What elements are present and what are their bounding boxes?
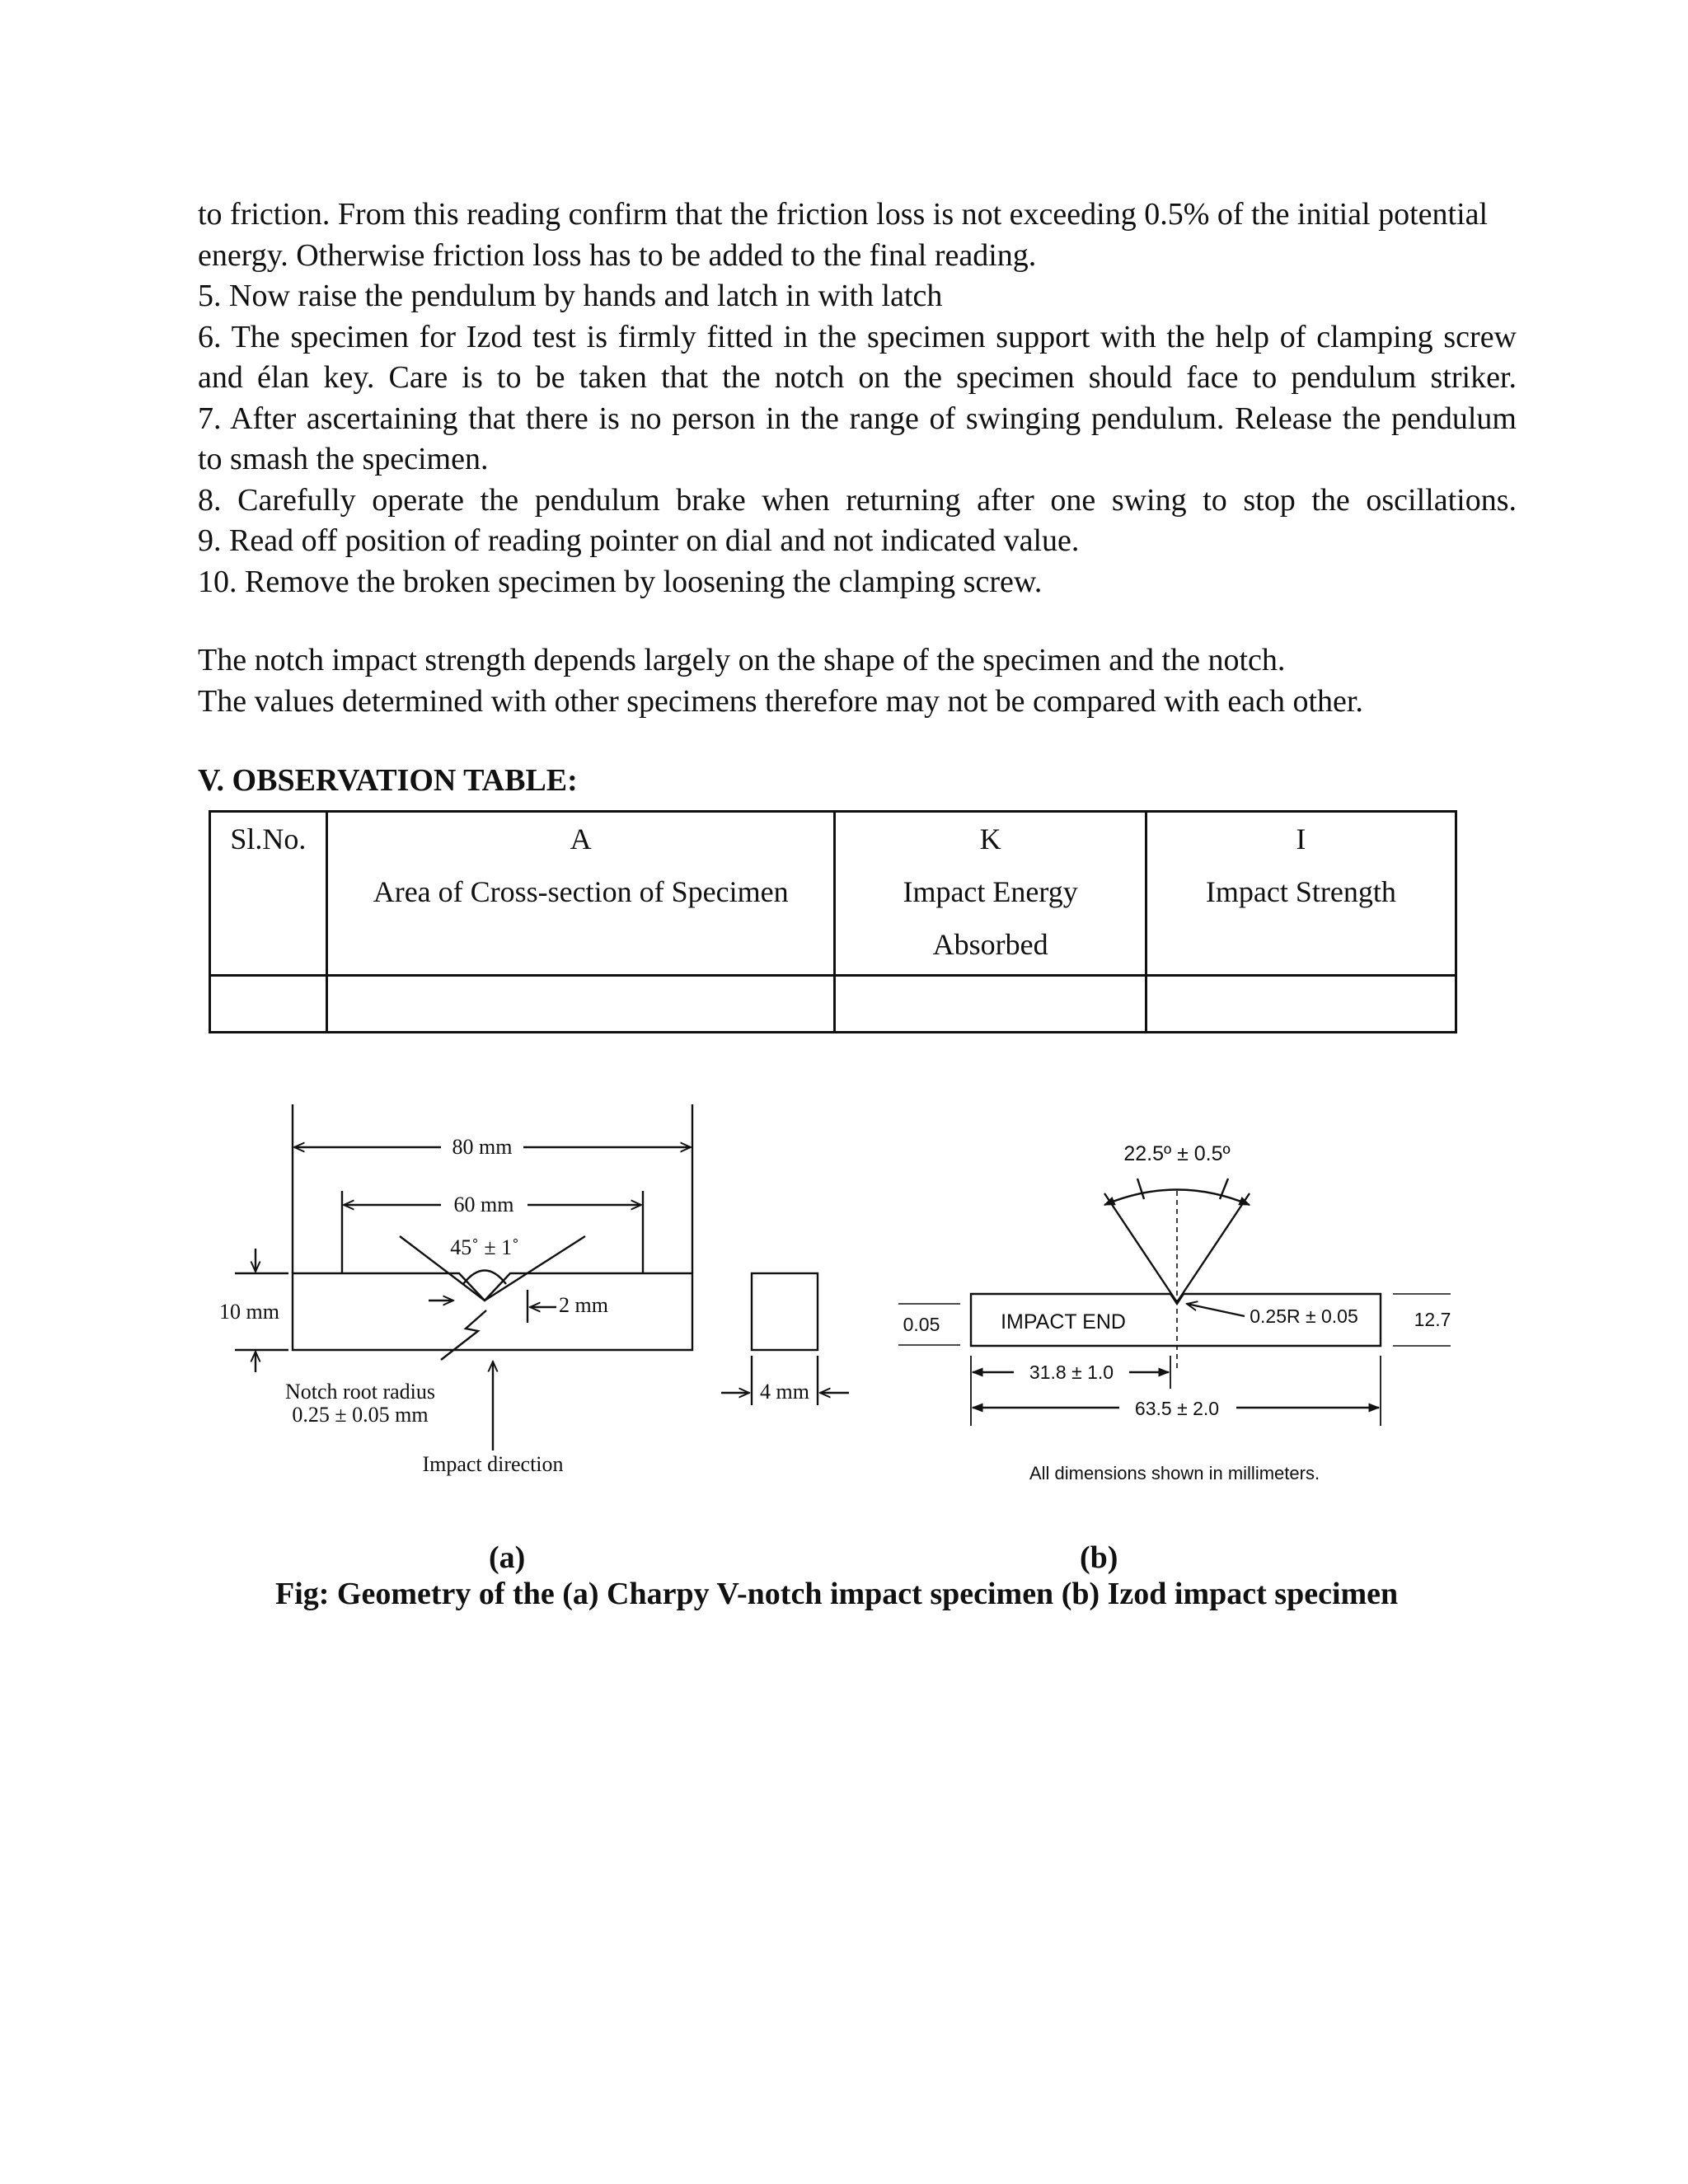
figure-caption: Fig: Geometry of the (a) Charpy V-notch impact specimen (b) Izod impact specimen xyxy=(275,1577,1399,1611)
column-label: Impact Strength xyxy=(1205,875,1396,908)
impact-end-label: IMPACT END xyxy=(1001,1310,1126,1333)
text-line: to smash the specimen. xyxy=(198,442,489,476)
angle-label: 45˚ ± 1˚ xyxy=(450,1235,519,1259)
text-line: and élan key. Care is to be taken that the notch on the specimen should face to pendulum striker. xyxy=(198,360,1517,395)
dim-60-label: 60 mm xyxy=(453,1193,514,1216)
note-line: The values determined with other specimens therefore may not be compared with each other. xyxy=(198,683,1363,719)
impact-direction-label: Impact direction xyxy=(422,1452,564,1476)
notch-root-label: Notch root radius xyxy=(285,1380,435,1404)
text-line: 5. Now raise the pendulum by hands and latch in with latch xyxy=(198,279,943,313)
dim-2-label: 2 mm xyxy=(559,1293,608,1317)
column-label: Impact Energy xyxy=(903,875,1078,908)
izod-dim-635-label: 63.5 ± 2.0 xyxy=(1134,1398,1220,1419)
dim-4-label: 4 mm xyxy=(760,1380,809,1404)
figure-a-sublabel: (a) xyxy=(489,1540,526,1575)
section-heading: V. OBSERVATION TABLE: xyxy=(198,763,578,798)
column-symbol: K xyxy=(979,823,1001,855)
notch-root-value: 0.25 ± 0.05 mm xyxy=(292,1403,429,1427)
izod-units-note: All dimensions shown in millimeters. xyxy=(1029,1463,1320,1483)
dim-10-label: 10 mm xyxy=(219,1300,279,1324)
izod-left-dim-label: 0.05 xyxy=(903,1314,940,1335)
note-line: The notch impact strength depends largely on the shape of the specimen and the notch. xyxy=(198,643,1286,677)
izod-height-label: 12.7 xyxy=(1414,1309,1451,1330)
column-symbol: Sl.No. xyxy=(230,823,307,855)
text-line: 6. The specimen for Izod test is firmly fitted in the specimen support with the help of clamping screw xyxy=(198,319,1517,354)
column-label: Area of Cross-section of Specimen xyxy=(373,875,789,908)
text-line: 8. Carefully operate the pendulum brake when returning after one swing to stop the oscillations. xyxy=(198,482,1517,518)
dim-80-label: 80 mm xyxy=(452,1135,513,1159)
column-symbol: A xyxy=(570,823,592,855)
text-line: energy. Otherwise friction loss has to be added to the final reading. xyxy=(198,237,1037,273)
text-line: to friction. From this reading confirm that the friction loss is not exceeding 0.5% of the initial potential xyxy=(198,197,1489,232)
izod-radius-label: 0.25R ± 0.05 xyxy=(1250,1305,1358,1327)
column-label: Absorbed xyxy=(932,928,1048,961)
izod-dim-318-label: 31.8 ± 1.0 xyxy=(1029,1361,1114,1383)
text-line: 7. After ascertaining that there is no person in the range of swinging pendulum. Release the pendulum xyxy=(198,401,1517,436)
charpy-specimen-body xyxy=(293,1273,692,1350)
column-symbol: I xyxy=(1296,823,1306,855)
izod-angle-label: 22.5º ± 0.5º xyxy=(1123,1142,1231,1165)
izod-specimen-diagram xyxy=(898,1179,1451,1426)
text-line: 10. Remove the broken specimen by loosening the clamping screw. xyxy=(198,564,1043,599)
text-line: 9. Read off position of reading pointer on dial and not indicated value. xyxy=(198,523,1080,558)
figure-b-sublabel: (b) xyxy=(1080,1540,1118,1575)
